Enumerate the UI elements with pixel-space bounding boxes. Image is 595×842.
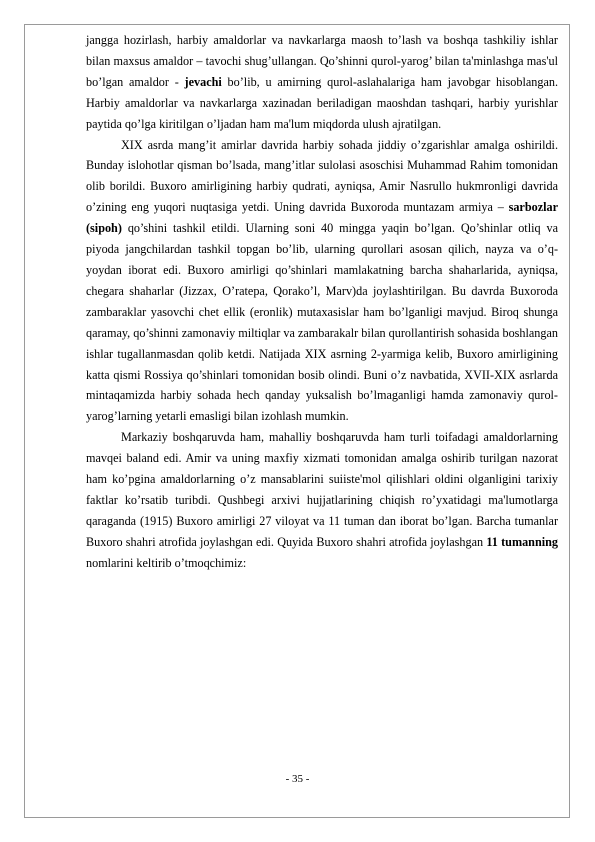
paragraph-3-text-start: Markaziy boshqaruvda ham, mahalliy boshqaruvda ham turli toifadagi amaldorlarning mavqei baland edi. Amir va uning maxfiy xizmati tomonidan amalga oshirib turilgan nazorat ham ko’pgina amaldorlarning o’z mansablarini suiiste'mol qilishlari oldini olganligini tarixiy faktlar ko’rsatib turibdi. Qushbegi arxivi hujjatlarining chiqish ro’yxatidagi ma'lumotlarga qaraganda (1915) Buxoro amirligi 27 viloyat va 11 tuman dan iborat bo’lgan. Barcha tumanlar Buxoro shahri atrofida joylashgan edi. Quyida Buxoro shahri atrofida joylashgan [86,430,558,549]
term-jevachi: jevachi [184,74,222,89]
paragraph-2 [86,135,558,428]
paragraph-1-text-start: jangga hozirlash, harbiy amaldorlar va navkarlarga maosh to’lash va boshqa tashkiliy ishlar bilan maxsus amaldor – tavochi shug’ullangan. Qo’shinni qurol-yarog’ bilan ta'minlashga mas'ul bo’lgan amaldor - [86,33,558,89]
paragraph-3-text-end: nomlarini keltirib o’tmoqchimiz: [86,555,247,570]
paragraph-1-text-end: bo’lib, u amirning qurol-aslahalariga ham javobgar hisoblangan. Harbiy amaldorlar va navkarlarga xazinadan beriladigan maoshdan tashqari, harbiy yurishlar paytida qo’lga kiritilgan o’ljadan ham ma'lum miqdorda ulush ajratilgan. [86,74,559,131]
paragraph-2-text-start: XIX asrda mang’it amirlar davrida harbiy sohada jiddiy o’zgarishlar amalga oshirildi. Bunday islohotlar qisman bo’lsada, mang’itlar sulolasi asoschisi Muhammad Rahim tomonidan olib borildi. Buxoro amirligining harbiy qudrati, ayniqsa, Amir Nasrullo hukmronligi davrida o’zining eng yuqori nuqtasiga yetdi. Uning davrida Buxoroda muntazam armiya – [86,137,558,215]
paragraph-1 [86,30,558,135]
term-sarbozlar: sarbozlar (sipoh) [86,200,558,236]
paragraph-2-text-end: qo’shini tashkil etildi. Ularning soni 40 mingga yaqin bo’lgan. Qo’shinlar otliq va piyoda jangchilardan tashkil topgan bo’lib, ularning qurollari asosan qilich, nayza va o’q-yoydan iborat edi. Buxoro amirligi qo’shinlari mamlakatning barcha shaharlarida, ayniqsa, chegara shaharlar (Jizzax, O’ratepa, Qorako’l, Marv)da joylashtirilgan. Bu davrda Buxoroda zambaraklar yasovchi chet ellik (eronlik) mutaxasislar ham bo’lganligi mavjud. Biroq shunga qaramay, qo’shinni zamonaviy miltiqlar va zambarakalr bilan qurollantirish sohasida boshlangan ishlar tugallanmasdan qolib ketdi. Natijada XIX asrning 2-yarmiga kelib, Buxoro amirligining katta qismi Rossiya qo’shinlari tomonidan bosib olindi. Buni o’z navbatida, XVII-XIX asrlarda mintaqamizda harbiy sohada hech qanday yuksalish bo’lmaganligi hamda zamonaviy qurol-yarog’larning yetarli emasligi bilan izohlash mumkin. [86,221,558,424]
page-number: - 35 - [285,773,310,785]
term-11-tumanning: 11 tumanning [486,534,558,549]
body-text [86,30,558,574]
paragraph-3 [86,427,558,573]
